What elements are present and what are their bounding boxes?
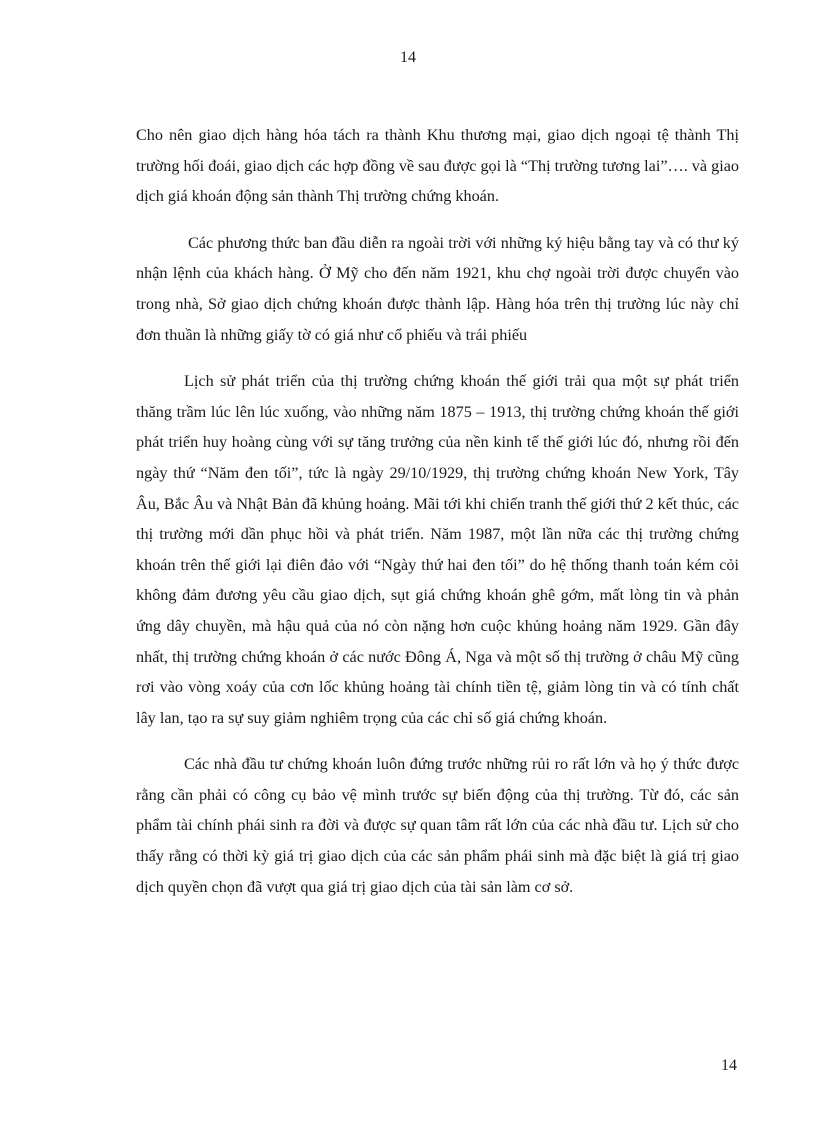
paragraph-derivatives-origin: Các nhà đầu tư chứng khoán luôn đứng trước những rủi ro rất lớn và họ ý thức được rằng cần phải có công cụ bảo vệ mình trước sự biến động của thị trường. Từ đó, các sản phẩm tài chính phái sinh ra đời và được sự quan tâm rất lớn của các nhà đầu tư. Lịch sử cho thấy rằng có thời kỳ giá trị giao dịch của các sản phẩm phái sinh mà đặc biệt là giá trị giao dịch quyền chọn đã vượt qua giá trị giao dịch của tài sản làm cơ sở. bbox=[136, 755, 739, 896]
paragraph-early-trading-methods: Các phương thức ban đầu diễn ra ngoài trời với những ký hiệu bằng tay và có thư ký nhận lệnh của khách hàng. Ở Mỹ cho đến năm 1921, khu chợ ngoài trời được chuyển vào trong nhà, Sở giao dịch chứng khoán được thành lập. Hàng hóa trên thị trường lúc này chỉ đơn thuần là những giấy tờ có giá như cổ phiếu và trái phiếu bbox=[136, 233, 739, 344]
paragraph-market-separation: Cho nên giao dịch hàng hóa tách ra thành Khu thương mại, giao dịch ngoại tệ thành Thị trường hối đoái, giao dịch các hợp đồng về sau được gọi là “Thị trường tương lai”…. và giao dịch giá khoán động sản thành Thị trường chứng khoán. bbox=[136, 126, 739, 206]
paragraph-world-market-history: Lịch sử phát triển của thị trường chứng khoán thế giới trải qua một sự phát triển thăng trầm lúc lên lúc xuống, vào những năm 1875 – 1913, thị trường chứng khoán thế giới phát triển huy hoàng cùng với sự tăng trưởng của nền kinh tế thế giới lúc đó, nhưng rồi đến ngày thứ “Năm đen tối”, tức là ngày 29/10/1929, thị trường chứng khoán New York, Tây Âu, Bắc Âu và Nhật Bản đã khủng hoảng. Mãi tới khi chiến tranh thế giới thứ 2 kết thúc, các thị trường mới dần phục hồi và phát triển. Năm 1987, một lần nữa các thị trường chứng khoán trên thế giới lại điên đảo với “Ngày thứ hai đen tối” do hệ thống thanh toán kém cỏi không đảm đương yêu cầu giao dịch, sụt giá chứng khoán ghê gớm, mất lòng tin và phản ứng dây chuyền, mà hậu quả của nó còn nặng hơn cuộc khủng hoảng năm 1929. Gần đây nhất, thị trường chứng khoán ở các nước Đông Á, Nga và một số thị trường ở châu Mỹ cũng rơi vào vòng xoáy của cơn lốc khủng hoảng tài chính tiền tệ, giảm lòng tin và có tính chất lây lan, tạo ra sự suy giảm nghiêm trọng của các chỉ số giá chứng khoán. bbox=[136, 372, 739, 727]
document-body bbox=[136, 120, 739, 918]
page-number-top: 14 bbox=[400, 49, 416, 66]
page-number-bottom: 14 bbox=[721, 1057, 737, 1074]
